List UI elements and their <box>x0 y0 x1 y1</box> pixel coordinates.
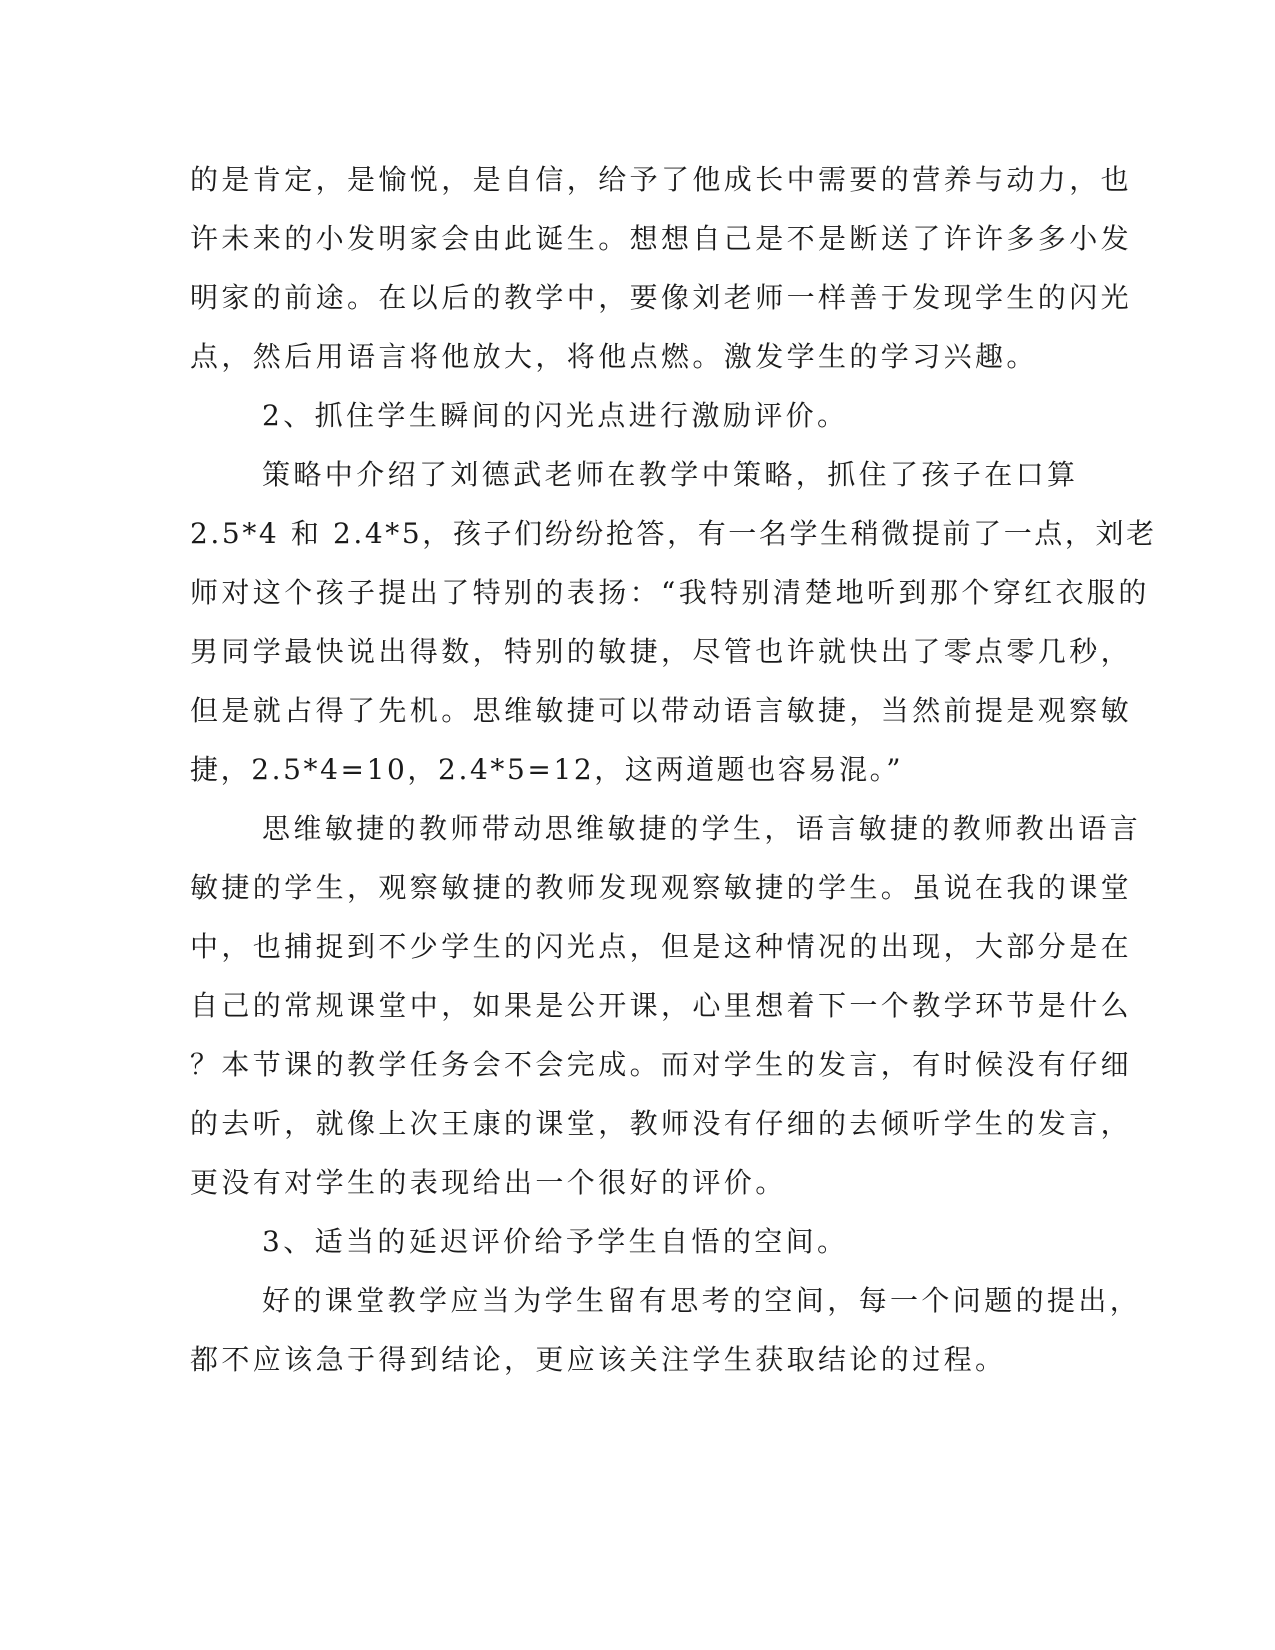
paragraph-first-line: 策略中介绍了刘德武老师在教学中策略，抓住了孩子在口算 <box>262 458 1079 491</box>
text-line: 师对这个孩子提出了特别的表扬：“我特别清楚地听到那个穿红衣服的 <box>190 576 1150 609</box>
paragraph-first-line: 好的课堂教学应当为学生留有思考的空间，每一个问题的提出， <box>262 1284 1142 1317</box>
text-line: ？本节课的教学任务会不会完成。而对学生的发言，有时候没有仔细 <box>190 1048 1133 1081</box>
text-line: 捷，2.5*4=10，2.4*5=12，这两道题也容易混。” <box>190 753 904 786</box>
text-line: 2.5*4 和 2.4*5，孩子们纷纷抢答，有一名学生稍微提前了一点，刘老 <box>190 517 1157 550</box>
text-line: 明家的前途。在以后的教学中，要像刘老师一样善于发现学生的闪光 <box>190 281 1133 314</box>
text-line: 许未来的小发明家会由此诞生。想想自己是不是断送了许许多多小发 <box>190 222 1133 255</box>
text-line: 更没有对学生的表现给出一个很好的评价。 <box>190 1166 787 1199</box>
text-line: 点，然后用语言将他放大，将他点燃。激发学生的学习兴趣。 <box>190 340 1038 373</box>
text-line: 的去听，就像上次王康的课堂，教师没有仔细的去倾听学生的发言， <box>190 1107 1133 1140</box>
paragraph-first-line: 思维敏捷的教师带动思维敏捷的学生，语言敏捷的教师教出语言 <box>262 812 1142 845</box>
text-line: 的是肯定，是愉悦，是自信，给予了他成长中需要的营养与动力，也 <box>190 163 1133 196</box>
text-line: 都不应该急于得到结论，更应该关注学生获取结论的过程。 <box>190 1343 1007 1376</box>
text-line: 中，也捕捉到不少学生的闪光点，但是这种情况的出现，大部分是在 <box>190 930 1133 963</box>
section-heading: 2、抓住学生瞬间的闪光点进行激励评价。 <box>262 399 849 432</box>
text-line: 敏捷的学生，观察敏捷的教师发现观察敏捷的学生。虽说在我的课堂 <box>190 871 1133 904</box>
text-line: 自己的常规课堂中，如果是公开课，心里想着下一个教学环节是什么 <box>190 989 1133 1022</box>
section-heading: 3、适当的延迟评价给予学生自悟的空间。 <box>262 1225 849 1258</box>
text-line: 但是就占得了先机。思维敏捷可以带动语言敏捷，当然前提是观察敏 <box>190 694 1133 727</box>
text-line: 男同学最快说出得数，特别的敏捷，尽管也许就快出了零点零几秒， <box>190 635 1133 668</box>
